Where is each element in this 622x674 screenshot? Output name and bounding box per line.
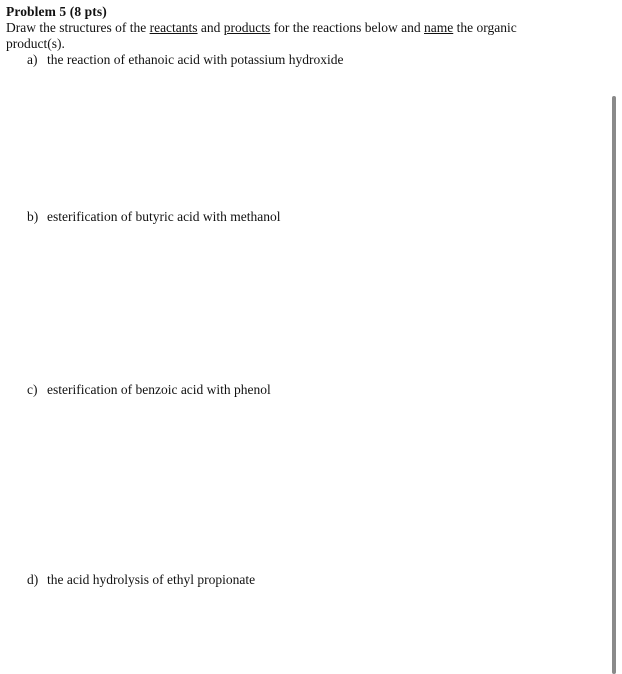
question-item-b [27, 209, 281, 225]
instructions-prefix: Draw the structures of the [6, 20, 150, 35]
instructions-suffix: the organic product(s). [6, 20, 517, 51]
item-letter: d) [27, 572, 39, 587]
item-letter: c) [27, 382, 38, 397]
problem-instructions [6, 20, 566, 52]
problem-title: Problem 5 (8 pts) [6, 4, 107, 19]
question-item-c [27, 382, 271, 398]
underlined-products: products [223, 20, 271, 35]
question-item-a [27, 52, 344, 68]
item-letter: a) [27, 52, 38, 67]
item-text: esterification of butyric acid with methanol [47, 209, 281, 224]
item-letter: b) [27, 209, 39, 224]
item-text: the reaction of ethanoic acid with potassium hydroxide [47, 52, 344, 67]
underlined-name: name [424, 20, 454, 35]
underlined-reactants: reactants [149, 20, 198, 35]
item-text: the acid hydrolysis of ethyl propionate [47, 572, 256, 587]
instructions-and: and [197, 20, 224, 35]
instructions-middle: for the reactions below and [270, 20, 424, 35]
vertical-scrollbar[interactable] [612, 96, 616, 674]
question-item-d [27, 572, 255, 588]
item-text: esterification of benzoic acid with phenol [47, 382, 271, 397]
